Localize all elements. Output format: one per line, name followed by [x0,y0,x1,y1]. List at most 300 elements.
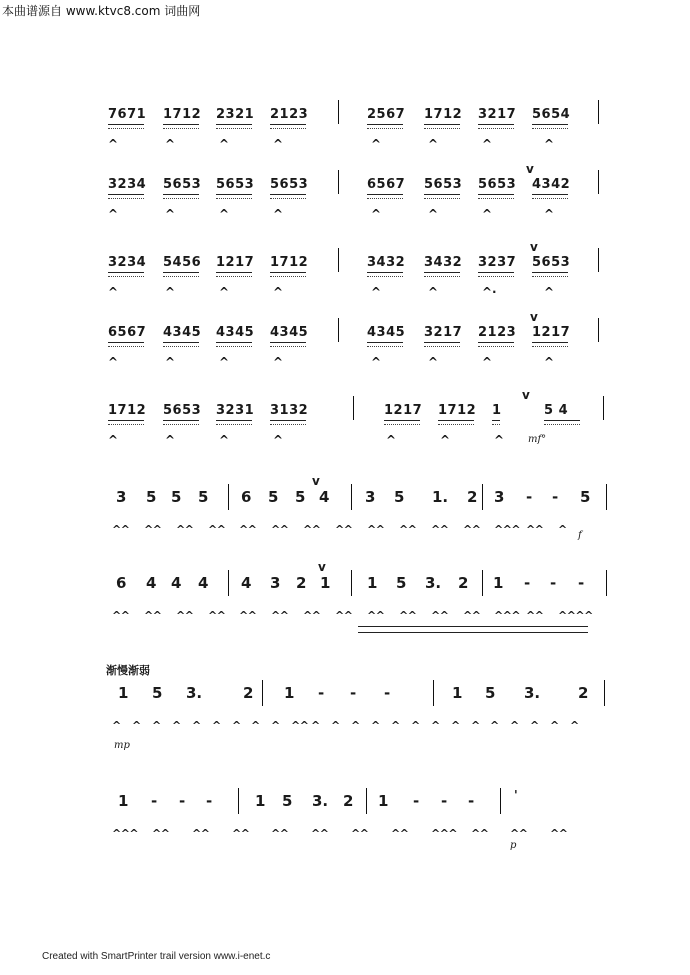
accent-mark: ^^ [510,827,528,840]
note-group: 6567 [108,325,147,340]
note-group: 2123 [270,107,309,122]
accent-mark: ^ [108,285,119,299]
underline [216,272,252,273]
underline-secondary [532,198,568,199]
barline [366,788,367,814]
note: - [179,792,186,810]
note: 5 [268,488,279,506]
underline-secondary [438,424,474,425]
note-group: 1 [492,403,502,418]
underline [532,124,568,125]
underline [478,342,514,343]
note-group: 5653 [424,177,463,192]
accent-mark: ^ [192,719,201,732]
underline-secondary [478,346,514,347]
accent-mark: ^^ [303,523,321,536]
underline [532,194,568,195]
accent-mark: ^^ [391,827,409,840]
accent-mark: ^^ [335,523,353,536]
note-group: 3432 [424,255,463,270]
note-group: 5653 [163,403,202,418]
underline [270,420,306,421]
accent-mark: ^ [165,137,176,151]
underline [478,124,514,125]
accent-mark: ^ [108,207,119,221]
note-group: 3132 [270,403,309,418]
accent-mark: ^ [482,355,493,369]
accent-mark: ^ [219,137,230,151]
underline [367,194,403,195]
accent-mark: ^ [544,285,555,299]
accent-mark: ^ [428,137,439,151]
accent-mark: ^^ [112,609,130,622]
underline-secondary [216,128,252,129]
underline [108,194,144,195]
underline [532,272,568,273]
underline [216,342,252,343]
accent-mark: ^^ [232,827,250,840]
barline [228,570,229,596]
accent-mark: ^ [371,207,382,221]
underline [108,272,144,273]
accent-mark: ^ [172,719,181,732]
note-group: 3234 [108,177,147,192]
accent-mark: ^ [165,207,176,221]
underline [163,194,199,195]
barline [338,100,339,124]
accent-mark: ^ [544,137,555,151]
note: 1 [378,792,389,810]
accent-mark: ^ [331,719,340,732]
accent-mark: ^^^ [494,523,521,536]
accent-mark: ^^ [112,523,130,536]
tempo-marking: 渐慢渐弱 [106,664,150,677]
accent-mark: ^ [132,719,141,732]
accent-mark: ^ [152,719,161,732]
accent-mark: ^ [273,433,284,447]
note-group: 4345 [270,325,309,340]
underline [424,194,460,195]
accent-mark: ^^ [311,827,329,840]
accent-mark: ^ [428,207,439,221]
source-header: 本曲谱源自 www.ktvc8.com 词曲网 [2,4,201,18]
note-group: 4345 [163,325,202,340]
accent-mark: ^^ [367,609,385,622]
underline-secondary [163,276,199,277]
accent-mark: ^^^ [431,827,458,840]
note: 4 [171,574,182,592]
underline-secondary [492,424,500,425]
note: - [578,574,585,592]
note-group: 7671 [108,107,147,122]
accent-mark: ^ [550,719,559,732]
note: 5 [485,684,496,702]
accent-mark: ^ [544,207,555,221]
accent-mark: ^ [251,719,260,732]
accent-mark: ^ [219,285,230,299]
accent-mark: ^ [271,719,280,732]
barline [598,248,599,272]
note: 5 [580,488,591,506]
accent-mark: ^ [482,137,493,151]
accent-mark: ^^ [399,523,417,536]
accent-mark: ^ [570,719,579,732]
note-group: 2567 [367,107,406,122]
note: - [552,488,559,506]
note-group: 3217 [478,107,517,122]
accent-mark: ^^ [351,827,369,840]
note: 6 [116,574,127,592]
note: 3 [365,488,376,506]
accent-mark: ^ [165,355,176,369]
barline [228,484,229,510]
accent-mark: ^ [482,207,493,221]
note: 5 [282,792,293,810]
underline [270,124,306,125]
note: 4 [319,488,330,506]
accent-mark: ^^ [144,609,162,622]
accent-mark: ^^ [471,827,489,840]
underline-secondary [216,346,252,347]
accent-mark: ^ [371,285,382,299]
underline-secondary [384,424,420,425]
accent-mark: ^^ [526,523,544,536]
barline [603,396,604,420]
accent-mark: ^ [530,719,539,732]
underline-secondary [108,276,144,277]
accent-mark: ^· [482,285,497,299]
note: - [151,792,158,810]
accent-mark: ^ [510,719,519,732]
accent-mark: ^^ [152,827,170,840]
note-group: 3237 [478,255,517,270]
note: 5 [198,488,209,506]
underline-secondary [108,424,144,425]
accent-mark: ^ [428,355,439,369]
barline [598,318,599,342]
underline-secondary [367,346,403,347]
note-group: 4345 [367,325,406,340]
barline [351,570,352,596]
underline-secondary [270,128,306,129]
accent-mark: ^^ [431,523,449,536]
breath-mark: v [312,474,320,488]
breath-mark: v [530,310,538,324]
underline [270,194,306,195]
accent-mark: ^^ [176,523,194,536]
note: 2 [467,488,478,506]
barline [598,170,599,194]
note-group: 3231 [216,403,255,418]
watermark-footer: Created with SmartPrinter trail version www.i-enet.c [42,951,271,962]
note-group: 2123 [478,325,517,340]
accent-mark: ^ [428,285,439,299]
accent-mark: ^ [371,137,382,151]
barline [351,484,352,510]
note: 5 [295,488,306,506]
underline [108,342,144,343]
note: 2 [458,574,469,592]
note: 3 [116,488,127,506]
underline-secondary [163,128,199,129]
barline [338,248,339,272]
note-group: 5653 [532,255,571,270]
barline [482,484,483,510]
note-group: 3432 [367,255,406,270]
note-group: 5 4 [544,403,569,418]
note-group: 5653 [270,177,309,192]
underline [358,626,588,627]
accent-mark: ^ [311,719,320,732]
accent-mark: ^^ [176,609,194,622]
barline [338,318,339,342]
underline-secondary [270,346,306,347]
accent-mark: ^ [544,355,555,369]
barline [500,788,501,814]
underline [216,420,252,421]
note: 2 [296,574,307,592]
accent-mark: ^ [273,355,284,369]
note-group: 3217 [424,325,463,340]
underline [384,420,420,421]
accent-mark: ^ [371,355,382,369]
note: - [413,792,420,810]
underline-secondary [216,198,252,199]
underline [270,272,306,273]
underline-secondary [367,276,403,277]
accent-mark: ^^ [192,827,210,840]
barline [606,484,607,510]
note: - [350,684,357,702]
note-group: 4342 [532,177,571,192]
dynamic-mark: mf° [528,434,547,445]
accent-mark: ^^ [399,609,417,622]
note-group: 1217 [216,255,255,270]
note-group: 1217 [384,403,423,418]
note-group: 2321 [216,107,255,122]
underline-secondary [478,276,514,277]
underline-secondary [532,346,568,347]
barline [606,570,607,596]
underline-secondary [544,424,580,425]
underline-secondary [108,128,144,129]
barline [604,680,605,706]
note: 2 [243,684,254,702]
underline-secondary [216,424,252,425]
underline-secondary [108,346,144,347]
accent-mark: ^ [212,719,221,732]
underline [108,420,144,421]
underline [358,632,588,633]
accent-mark: ^^ [208,523,226,536]
accent-mark: ^^ [239,609,257,622]
barline [598,100,599,124]
note: 4 [241,574,252,592]
dynamic-mark: mp [114,740,130,751]
note: - [441,792,448,810]
accent-mark: ^^ [239,523,257,536]
accent-mark: ^^ [144,523,162,536]
accent-mark: ^ [108,433,119,447]
accent-mark: ^ [232,719,241,732]
accent-mark: ^ [108,137,119,151]
note: 3 [494,488,505,506]
note-group: 5653 [163,177,202,192]
accent-mark: ^^ [367,523,385,536]
accent-mark: ^ [490,719,499,732]
note-group: 5653 [478,177,517,192]
accent-mark: ^ [431,719,440,732]
accent-mark: ^ [273,285,284,299]
barline [482,570,483,596]
accent-mark: ^ [219,433,230,447]
accent-mark: ^ [273,137,284,151]
note: - [526,488,533,506]
underline-secondary [478,198,514,199]
accent-mark: ^ [391,719,400,732]
note-group: 5654 [532,107,571,122]
underline-secondary [532,276,568,277]
underline [478,194,514,195]
note: - [206,792,213,810]
note-group: 6567 [367,177,406,192]
accent-mark: ^^ [526,609,544,622]
dynamic-mark: f [578,530,582,541]
underline [478,272,514,273]
underline [367,342,403,343]
accent-mark: ^ [451,719,460,732]
accent-mark: ^^ [291,719,309,732]
accent-mark: ^ [219,207,230,221]
breath-mark: v [530,240,538,254]
note: - [524,574,531,592]
underline-secondary [532,128,568,129]
note: 4 [146,574,157,592]
note: 3. [524,684,541,702]
note-group: 5456 [163,255,202,270]
barline [353,396,354,420]
accent-mark: ^^ [463,609,481,622]
accent-mark: ^^ [550,827,568,840]
barline [433,680,434,706]
underline [163,342,199,343]
note: 4 [198,574,209,592]
underline-secondary [270,198,306,199]
note-group: 3234 [108,255,147,270]
note: 1 [255,792,266,810]
note: 1 [493,574,504,592]
note: 3 [270,574,281,592]
underline-secondary [163,346,199,347]
note: 5 [152,684,163,702]
underline-secondary [424,128,460,129]
note: 3. [425,574,442,592]
breath-mark: v [526,162,534,176]
note: 1 [284,684,295,702]
underline-secondary [424,276,460,277]
note: 1 [367,574,378,592]
note-group: 1712 [438,403,477,418]
underline [270,342,306,343]
note-group: 5653 [216,177,255,192]
underline [424,124,460,125]
underline-secondary [108,198,144,199]
underline [163,420,199,421]
underline [216,194,252,195]
underline [108,124,144,125]
underline-secondary [270,424,306,425]
note: 1. [432,488,449,506]
accent-mark: ^ [440,433,451,447]
note: 1 [118,684,129,702]
underline-secondary [478,128,514,129]
breath-mark: v [522,388,530,402]
barline [338,170,339,194]
underline [216,124,252,125]
underline [424,342,460,343]
underline [367,272,403,273]
note: 1 [118,792,129,810]
underline-secondary [424,198,460,199]
note: - [384,684,391,702]
underline-secondary [163,424,199,425]
accent-mark: ^^ [303,609,321,622]
accent-mark: ^^ [208,609,226,622]
underline [163,124,199,125]
note: - [468,792,475,810]
underline [367,124,403,125]
underline-secondary [270,276,306,277]
note: 5 [394,488,405,506]
underline-secondary [424,346,460,347]
note-group: 1712 [108,403,147,418]
barline [238,788,239,814]
note-group: 1712 [270,255,309,270]
accent-mark: ^^ [431,609,449,622]
note: 3. [186,684,203,702]
end-mark: ' [514,788,518,802]
note: 2 [578,684,589,702]
accent-mark: ^ [351,719,360,732]
accent-mark: ^ [165,433,176,447]
dynamic-mark: p [510,840,517,851]
note: - [318,684,325,702]
note-group: 1712 [424,107,463,122]
accent-mark: ^ [112,719,121,732]
underline-secondary [367,128,403,129]
accent-mark: ^ [386,433,397,447]
accent-mark: ^ [273,207,284,221]
accent-mark: ^^ [271,827,289,840]
barline [262,680,263,706]
accent-mark: ^ [219,355,230,369]
underline [544,420,580,421]
note: - [550,574,557,592]
note: 6 [241,488,252,506]
accent-mark: ^ [471,719,480,732]
underline [163,272,199,273]
note-group: 4345 [216,325,255,340]
accent-mark: ^ [371,719,380,732]
note: 5 [396,574,407,592]
note: 3. [312,792,329,810]
accent-mark: ^^^ [112,827,139,840]
accent-mark: ^^^^ [558,609,593,622]
underline-secondary [163,198,199,199]
accent-mark: ^ [108,355,119,369]
accent-mark: ^ [411,719,420,732]
underline [438,420,474,421]
